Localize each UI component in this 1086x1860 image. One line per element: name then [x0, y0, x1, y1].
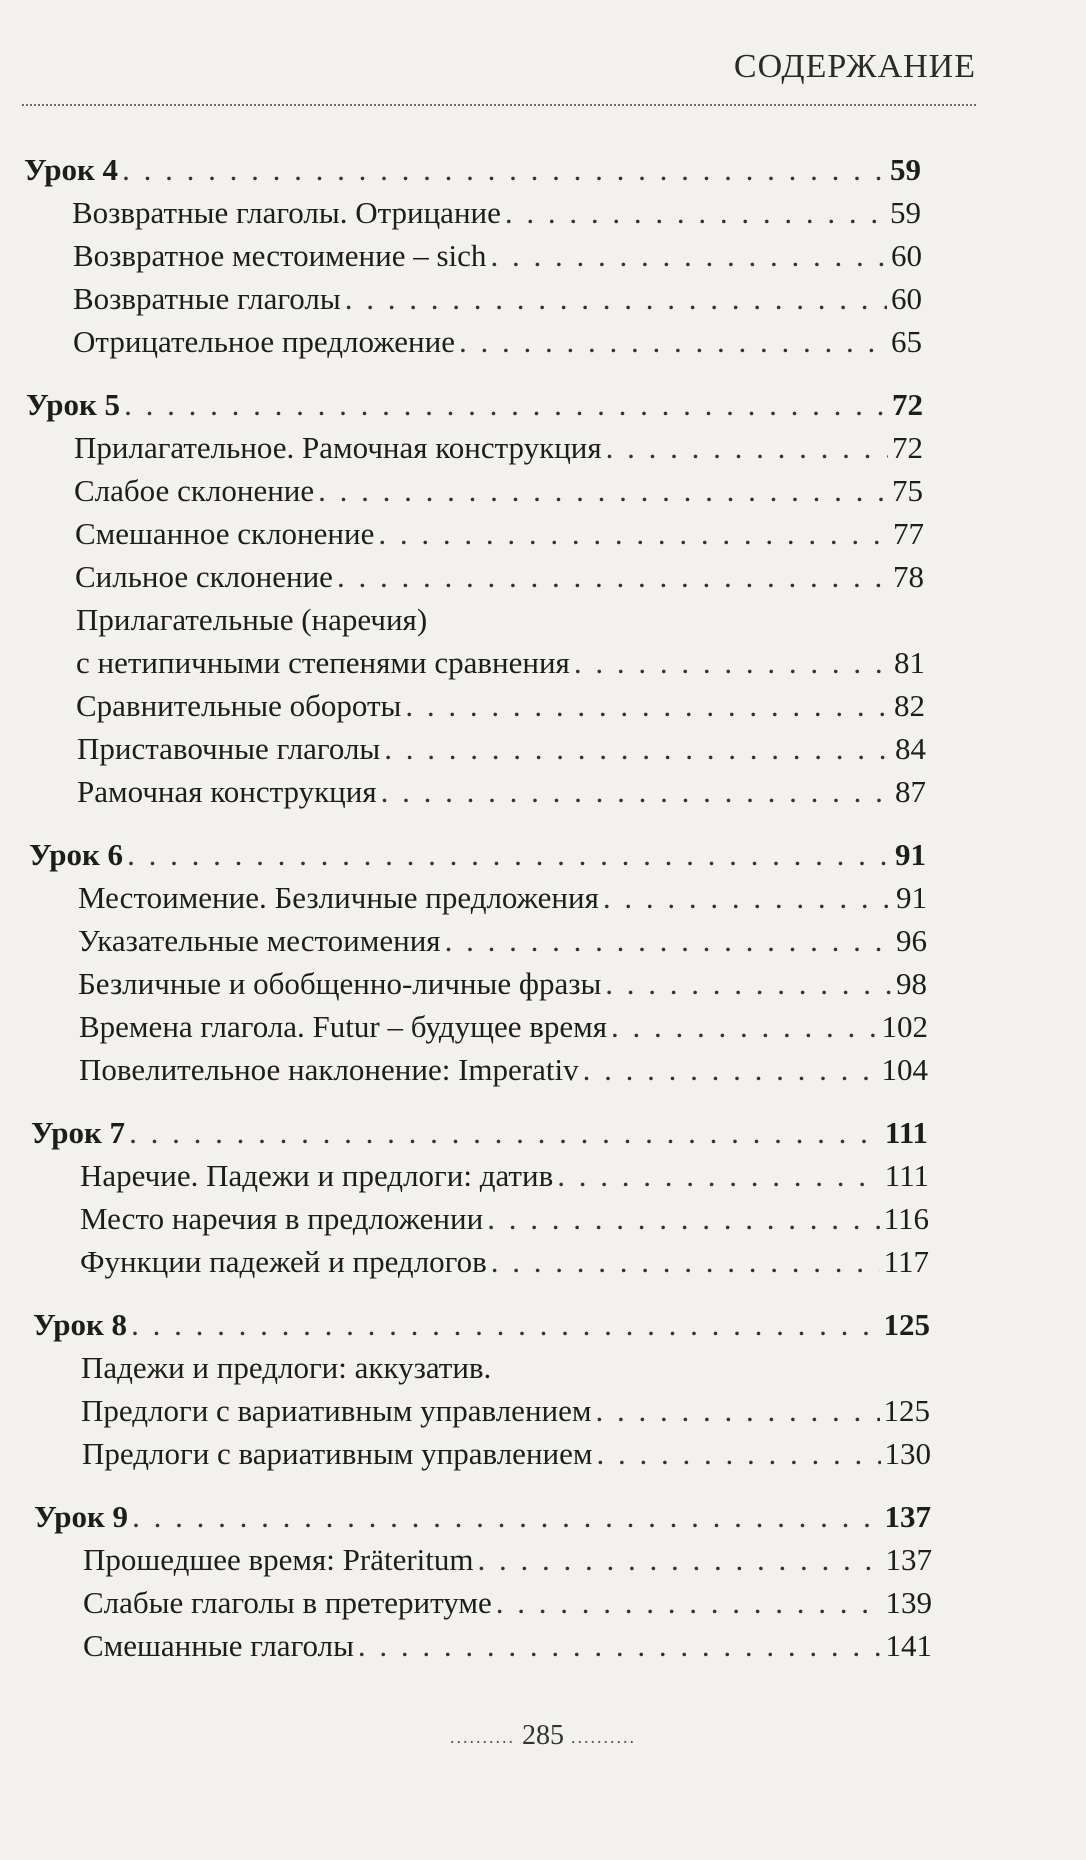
- page-header-title: СОДЕРЖАНИЕ: [733, 48, 976, 85]
- toc-topic-row: [75, 557, 924, 597]
- toc-lesson-row: [34, 1497, 931, 1537]
- page-reference: 130: [884, 1436, 931, 1471]
- toc-topic-row: [80, 1156, 929, 1196]
- footer-dots-left: ..........: [450, 1727, 515, 1748]
- page-reference: 125: [883, 1307, 930, 1342]
- dot-leader: [122, 150, 886, 190]
- dot-leader: [574, 643, 890, 683]
- topic-title: Приставочные глаголы: [77, 731, 381, 766]
- toc-topic-row: [72, 193, 921, 233]
- footer-dots-right: ..........: [571, 1727, 636, 1748]
- page-reference: 77: [893, 516, 924, 551]
- page-number: 285: [522, 1720, 564, 1751]
- page-reference: 75: [892, 473, 923, 508]
- page-reference: 81: [894, 645, 925, 680]
- dot-leader: [358, 1626, 882, 1666]
- toc-topic-row: [83, 1540, 932, 1580]
- page-reference: 72: [892, 430, 923, 465]
- page-reference: 59: [890, 195, 921, 230]
- toc-lesson-row: [26, 385, 923, 425]
- toc-topic-row: [78, 878, 927, 918]
- toc-topic-row: [74, 471, 923, 511]
- page-reference: 87: [895, 774, 926, 809]
- toc-lesson-row: [24, 150, 921, 190]
- dot-leader: [405, 686, 890, 726]
- topic-title: Функции падежей и предлогов: [80, 1244, 487, 1279]
- dot-leader: [596, 1391, 880, 1431]
- topic-title: Смешанное склонение: [75, 516, 375, 551]
- toc-topic-row: [73, 322, 922, 362]
- page-reference: 60: [891, 238, 922, 273]
- toc-topic-row: [73, 279, 922, 319]
- dot-leader: [127, 835, 891, 875]
- topic-title: Место наречия в предложении: [80, 1201, 484, 1236]
- toc-topic-row: [83, 1626, 932, 1666]
- toc-topic-row: [79, 1050, 928, 1090]
- toc-lesson-row: [33, 1305, 930, 1345]
- topic-title: Слабые глаголы в претеритуме: [83, 1585, 492, 1620]
- toc-lesson-row: [31, 1113, 928, 1153]
- topic-title: Возвратное местоимение – sich: [73, 238, 487, 273]
- topic-title: Безличные и обобщенно-личные фразы: [78, 966, 602, 1001]
- topic-title: Предлоги с вариативным управлением: [81, 1393, 592, 1428]
- page-reference: 91: [896, 880, 927, 915]
- topic-title: Возвратные глаголы. Отрицание: [72, 195, 501, 230]
- dot-leader: [557, 1156, 881, 1196]
- dot-leader: [583, 1050, 878, 1090]
- page-reference: 84: [895, 731, 926, 766]
- topic-title: Отрицательное предложение: [73, 324, 455, 359]
- lesson-title: Урок 5: [26, 387, 121, 422]
- dot-leader: [478, 1540, 882, 1580]
- dot-leader: [490, 236, 887, 276]
- dot-leader: [384, 729, 891, 769]
- page-reference: 60: [891, 281, 922, 316]
- toc-topic-row: [80, 1242, 929, 1282]
- toc-topic-row: [78, 964, 927, 1004]
- topic-title: Указательные местоимения: [78, 923, 441, 958]
- page-reference: 137: [885, 1542, 932, 1577]
- page-reference: 96: [896, 923, 927, 958]
- dot-leader: [496, 1583, 882, 1623]
- page-reference: 139: [885, 1585, 932, 1620]
- page-reference: 137: [884, 1499, 931, 1534]
- page-reference: 111: [884, 1115, 928, 1150]
- lesson-title: Урок 4: [24, 152, 119, 187]
- dot-leader: [459, 322, 887, 362]
- toc-topic-row: [83, 1583, 932, 1623]
- toc-topic-line: Падежи и предлоги: аккузатив.: [81, 1350, 492, 1385]
- lesson-title: Урок 6: [29, 837, 124, 872]
- page-reference: 78: [893, 559, 924, 594]
- page-reference: 125: [883, 1393, 930, 1428]
- toc-topic-row: [76, 643, 925, 683]
- page-reference: 116: [883, 1201, 929, 1236]
- dot-leader: [606, 428, 888, 468]
- page-reference: 117: [883, 1244, 929, 1279]
- topic-title: Повелительное наклонение: Imperativ: [79, 1052, 579, 1087]
- dot-leader: [605, 964, 892, 1004]
- toc-topic-row: [81, 1391, 930, 1431]
- toc-topic-row: [73, 236, 922, 276]
- dot-leader: [345, 279, 887, 319]
- dot-leader: [381, 772, 891, 812]
- topic-title: Слабое склонение: [74, 473, 315, 508]
- topic-title: Времена глагола. Futur – будущее время: [79, 1009, 608, 1044]
- dot-leader: [132, 1497, 880, 1537]
- topic-title: Сравнительные обороты: [76, 688, 402, 723]
- dot-leader: [124, 385, 888, 425]
- toc-lesson-row: [29, 835, 926, 875]
- page-reference: 82: [894, 688, 925, 723]
- dot-leader: [611, 1007, 877, 1047]
- dot-leader: [318, 471, 888, 511]
- topic-title: Прилагательное. Рамочная конструкция: [74, 430, 602, 465]
- topic-title: Смешанные глаголы: [83, 1628, 354, 1663]
- toc-topic-row: [78, 921, 927, 961]
- toc-topic-row: [74, 428, 923, 468]
- toc-topic-row: [79, 1007, 928, 1047]
- topic-title: Сильное склонение: [75, 559, 333, 594]
- toc-topic-row: [77, 772, 926, 812]
- page-reference: 59: [890, 152, 921, 187]
- toc-topic-row: [80, 1199, 929, 1239]
- topic-title: Наречие. Падежи и предлоги: датив: [80, 1158, 554, 1193]
- page-footer: [0, 1720, 1086, 1752]
- page-reference: 141: [885, 1628, 932, 1663]
- page-reference: 72: [892, 387, 923, 422]
- dot-leader: [597, 1434, 881, 1474]
- page-reference: 98: [896, 966, 927, 1001]
- page-reference: 91: [895, 837, 926, 872]
- lesson-title: Урок 7: [31, 1115, 126, 1150]
- page-reference: 65: [891, 324, 922, 359]
- dot-leader: [487, 1199, 879, 1239]
- topic-title: с нетипичными степенями сравнения: [76, 645, 570, 680]
- dot-leader: [378, 514, 889, 554]
- toc-topic-line: Прилагательные (наречия): [76, 602, 428, 637]
- dot-leader: [445, 921, 892, 961]
- dot-leader: [505, 193, 886, 233]
- page-reference: 102: [881, 1009, 928, 1044]
- topic-title: Предлоги с вариативным управлением: [82, 1436, 593, 1471]
- page-reference: 104: [881, 1052, 928, 1087]
- dot-leader: [129, 1113, 881, 1153]
- toc-topic-row: [82, 1434, 931, 1474]
- lesson-title: Урок 8: [33, 1307, 128, 1342]
- toc-topic-row: [75, 514, 924, 554]
- toc-topic-row: [77, 729, 926, 769]
- toc-topic-row: [76, 686, 925, 726]
- topic-title: Рамочная конструкция: [77, 774, 377, 809]
- lesson-title: Урок 9: [34, 1499, 129, 1534]
- header-dotted-rule: [22, 104, 976, 106]
- dot-leader: [603, 878, 892, 918]
- topic-title: Возвратные глаголы: [73, 281, 341, 316]
- topic-title: Прошедшее время: Präteritum: [83, 1542, 474, 1577]
- dot-leader: [491, 1242, 880, 1282]
- page-reference: 111: [884, 1158, 929, 1193]
- topic-title: Местоимение. Безличные предложения: [78, 880, 599, 915]
- dot-leader: [131, 1305, 879, 1345]
- dot-leader: [337, 557, 889, 597]
